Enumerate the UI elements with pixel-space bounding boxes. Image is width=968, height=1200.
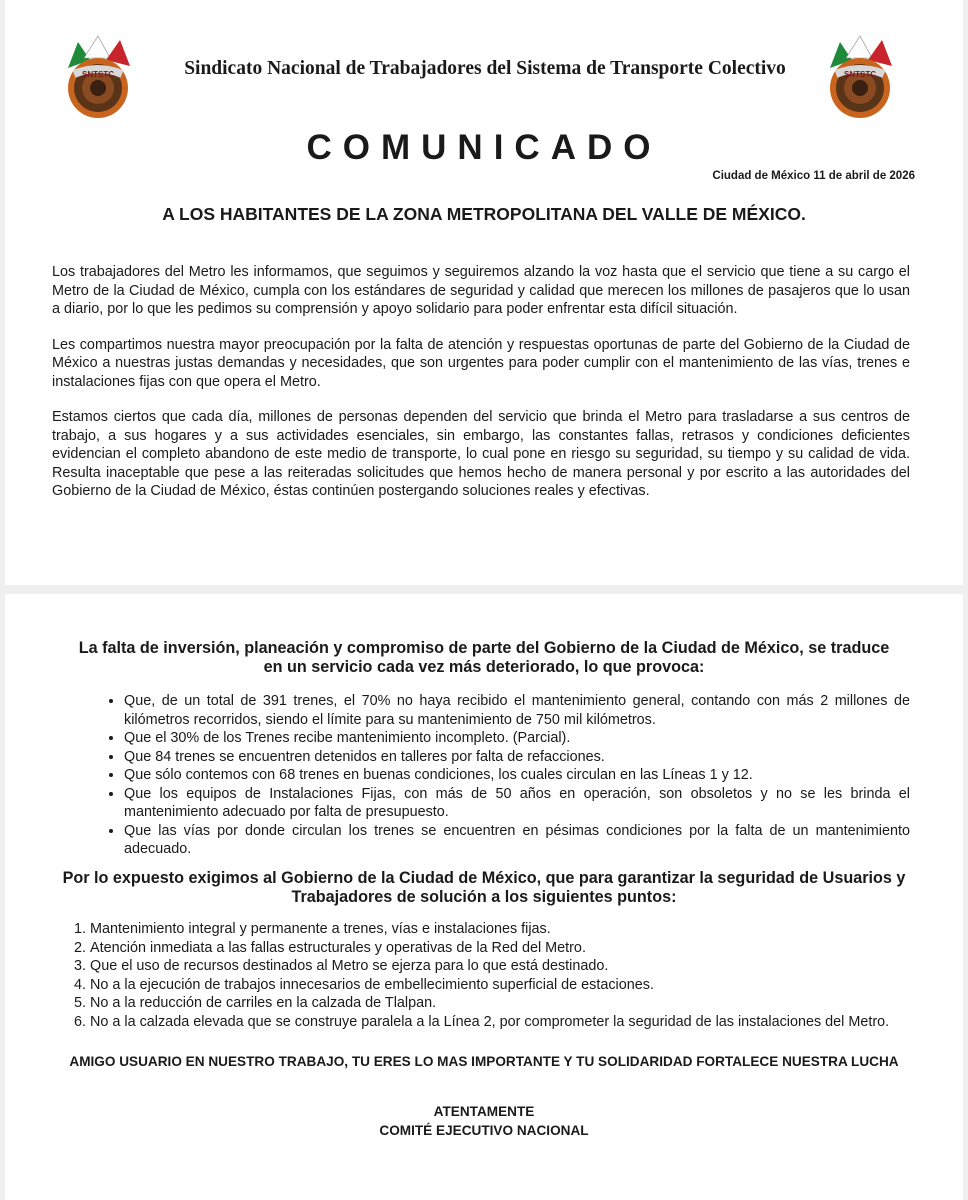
list-item: • Que, de un total de 391 trenes, el 70% no haya recibido el mantenimiento general, contando con más 2 millones de kilómetros recorridos, siendo el límite para su mantenimiento de 750 mil kilómetros. (124, 692, 910, 729)
list-item: 2. Atención inmediata a las fallas estructurales y operativas de la Red del Metro. (90, 939, 910, 958)
list-item: • Que el 30% de los Trenes recibe mantenimiento incompleto. (Parcial). (124, 729, 910, 748)
signature-line: ATENTAMENTE (433, 1104, 535, 1119)
organization-name: Sindicato Nacional de Trabajadores del Sistema de Transporte Colectivo (184, 58, 786, 79)
list-item: 5. No a la reducción de carriles en la calzada de Tlalpan. (90, 994, 910, 1013)
section-heading: La falta de inversión, planeación y compromiso de parte del Gobierno de la Ciudad de México, se traduce en un servicio cada vez más deteriorado, lo que provoca: (78, 639, 890, 676)
list-item: 6. No a la calzada elevada que se construye paralela a la Línea 2, por comprometer la seguridad de las instalaciones del Metro. (90, 1013, 910, 1032)
addressee: A LOS HABITANTES DE LA ZONA METROPOLITANA DEL VALLE DE MÉXICO. (162, 204, 806, 224)
signature-line: COMITÉ EJECUTIVO NACIONAL (379, 1123, 589, 1138)
signature (0, 1102, 968, 1140)
logo-text: SNTSTC (82, 70, 114, 79)
list-item: • Que sólo contemos con 68 trenes en buenas condiciones, los cuales circulan en las Líneas 1 y 12. (124, 766, 910, 785)
list-item: • Que 84 trenes se encuentren detenidos en talleres por falta de refacciones. (124, 748, 910, 767)
logo-text: SNTSTC (844, 70, 876, 79)
list-item: • Que las vías por donde circulan los trenes se encuentren en pésimas condiciones por la falta de un mantenimiento adecuado. (124, 822, 910, 859)
body-text (52, 263, 910, 518)
list-item: 1. Mantenimiento integral y permanente a trenes, vías e instalaciones fijas. (90, 920, 910, 939)
demands-heading: Por lo expuesto exigimos al Gobierno de la Ciudad de México, que para garantizar la seguridad de Usuarios y Trabajadores de solución a los siguientes puntos: (62, 869, 906, 906)
list-item: 4. No a la ejecución de trabajos innecesarios de embellecimiento superficial de estaciones. (90, 976, 910, 995)
union-logo-icon (820, 30, 900, 122)
list-item: 3. Que el uso de recursos destinados al Metro se ejerza para lo que está destinado. (90, 957, 910, 976)
document-date: Ciudad de México 11 de abril de 2026 (712, 170, 915, 182)
paragraph: Les compartimos nuestra mayor preocupación por la falta de atención y respuestas oportunas de parte del Gobierno de la Ciudad de México a nuestras justas demandas y necesidades, que son urgentes para poder cumplir con el mantenimiento de las vías, trenes e instalaciones fijas con que opera el Metro. (52, 336, 910, 390)
closing-message: AMIGO USUARIO EN NUESTRO TRABAJO, TU ERES LO MAS IMPORTANTE Y TU SOLIDARIDAD FORTALECE NUESTRA LUCHA (69, 1054, 899, 1069)
list-item: • Que los equipos de Instalaciones Fijas, con más de 50 años en operación, son obsoletos y no se les brinda el mantenimiento adecuado por falta de presupuesto. (124, 785, 910, 822)
paragraph: Estamos ciertos que cada día, millones de personas dependen del servicio que brinda el Metro para trasladarse a sus centros de trabajo, a sus hogares y a sus actividades esenciales, sin embargo, las constantes fallas, retrasos y condiciones deficientes evidencian el completo abandono de este medio de transporte, lo cual pone en riesgo su seguridad, su tiempo y su calidad de vida. Resulta inaceptable que pese a las reiteradas solicitudes que hemos hecho de manera personal y por escrito a las autoridades del Gobierno de la Ciudad de México, éstas continúen postergando soluciones reales y efectivas. (52, 409, 910, 499)
union-logo-icon (58, 30, 138, 122)
document-title: COMUNICADO (306, 128, 662, 167)
demands-list (52, 920, 910, 1031)
paragraph: Los trabajadores del Metro les informamos, que seguimos y seguiremos alzando la voz hasta que el servicio que tiene a su cargo el Metro de la Ciudad de México, cumpla con los estándares de seguridad y calidad que merecen los millones de pasajeros que lo usan a diario, por lo que les pedimos su comprensión y apoyo solidario para poder enfrentar esta difícil situación. (52, 264, 910, 317)
consequences-list (90, 692, 910, 859)
